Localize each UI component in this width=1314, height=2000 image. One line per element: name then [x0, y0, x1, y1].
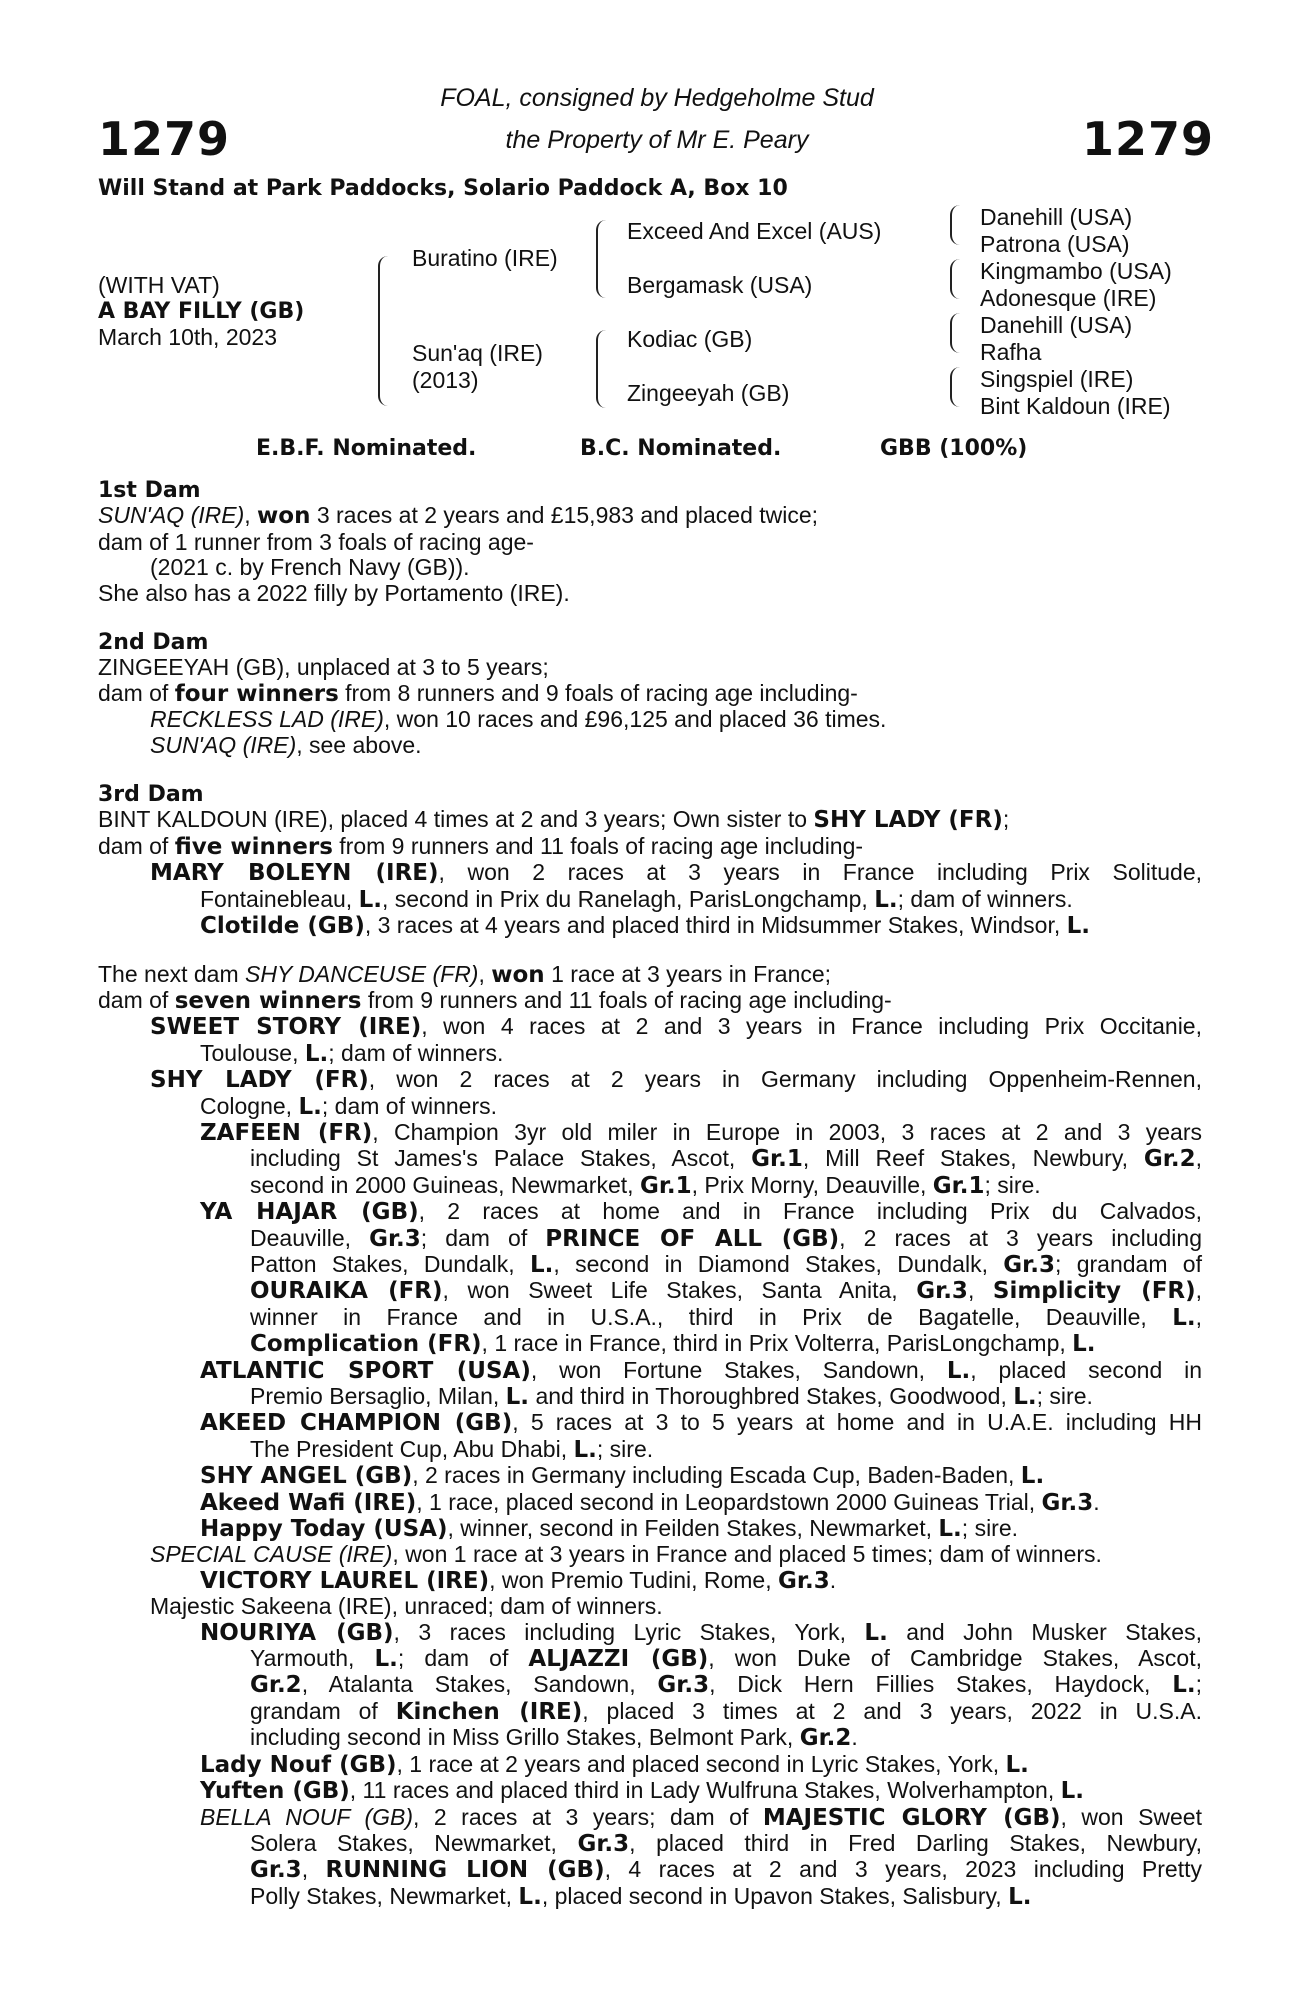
- third-dam-record: BINT KALDOUN (IRE), placed 4 times at 2 and 3 years; Own sister to SHY LADY (FR);: [98, 806, 1010, 834]
- second-dam-produce: dam of four winners from 8 runners and 9 foals of racing age including-: [98, 679, 858, 707]
- pedigree-sire: Buratino (IRE): [412, 245, 558, 271]
- produce-zafeen: ZAFEEN (FR), Champion 3yr old miler in Europe in 2003, 3 races at 2 and 3 years: [200, 1118, 1202, 1146]
- first-dam-foal: (2021 c. by French Navy (GB)).: [150, 554, 470, 581]
- produce-shy-angel: SHY ANGEL (GB), 2 races in Germany including Escada Cup, Baden-Baden, L.: [200, 1462, 1045, 1490]
- produce-ya-hajar-cont4: winner in France and in U.S.A., third in Prix de Bagatelle, Deauville, L.,: [250, 1303, 1202, 1331]
- produce-sunaq: SUN'AQ (IRE), see above.: [150, 731, 422, 758]
- produce-akeed-champion: AKEED CHAMPION (GB), 5 races at 3 to 5 years at home and in U.A.E. including HH: [200, 1409, 1202, 1437]
- produce-ya-hajar-cont3: OURAIKA (FR), won Sweet Life Stakes, Santa Anita, Gr.3, Simplicity (FR),: [250, 1277, 1203, 1305]
- produce-mary-boleyn-cont: Fontainebleau, L., second in Prix du Ranelagh, ParisLongchamp, L.; dam of winners.: [200, 885, 1073, 913]
- produce-victory-laurel: VICTORY LAUREL (IRE), won Premio Tudini, Rome, Gr.3.: [200, 1566, 837, 1594]
- pedigree-bracket-3c: [950, 313, 960, 353]
- consignor-line: FOAL, consigned by Hedgeholme Stud: [440, 84, 874, 112]
- pedigree-gen2-4: Zingeeyah (GB): [627, 380, 790, 406]
- produce-zafeen-cont1: including St James's Palace Stakes, Ascot, Gr.1, Mill Reef Stakes, Newbury, Gr.2,: [250, 1145, 1202, 1173]
- produce-yuften: Yuften (GB), 11 races and placed third in Lady Wulfruna Stakes, Wolverhampton, L.: [200, 1777, 1085, 1805]
- produce-atlantic-sport: ATLANTIC SPORT (USA), won Fortune Stakes, Sandown, L., placed second in: [200, 1356, 1202, 1384]
- produce-nouriya-cont3: grandam of Kinchen (IRE), placed 3 times at 2 and 3 years, 2022 in U.S.A.: [250, 1697, 1202, 1725]
- produce-ya-hajar-cont1: Deauville, Gr.3; dam of PRINCE OF ALL (GB), 2 races at 3 years including: [250, 1224, 1202, 1252]
- foaling-date: March 10th, 2023: [98, 324, 278, 350]
- stand-location: Will Stand at Park Paddocks, Solario Paddock A, Box 10: [98, 176, 788, 201]
- produce-bella-nouf: BELLA NOUF (GB), 2 races at 3 years; dam of MAJESTIC GLORY (GB), won Sweet: [200, 1803, 1202, 1831]
- produce-shy-lady-cont: Cologne, L.; dam of winners.: [200, 1092, 498, 1120]
- next-dam-produce: dam of seven winners from 9 runners and 11 foals of racing age including-: [98, 986, 892, 1014]
- pedigree-gen3-2: Patrona (USA): [980, 231, 1130, 257]
- produce-atlantic-sport-cont: Premio Bersaglio, Milan, L. and third in Thoroughbred Stakes, Goodwood, L.; sire.: [250, 1383, 1093, 1410]
- pedigree-gen3-5: Danehill (USA): [980, 312, 1133, 338]
- produce-majestic-sakeena: Majestic Sakeena (IRE), unraced; dam of winners.: [150, 1593, 663, 1620]
- ebf-nomination: E.B.F. Nominated.: [256, 436, 477, 461]
- produce-bella-nouf-cont3: Polly Stakes, Newmarket, L., placed second in Upavon Stakes, Salisbury, L.: [250, 1882, 1032, 1910]
- produce-ya-hajar: YA HAJAR (GB), 2 races at home and in France including Prix du Calvados,: [200, 1198, 1202, 1226]
- pedigree-gen3-3: Kingmambo (USA): [980, 258, 1172, 284]
- pedigree-dam-year: (2013): [412, 367, 479, 393]
- produce-lady-nouf: Lady Nouf (GB), 1 race at 2 years and placed second in Lyric Stakes, York, L.: [200, 1750, 1029, 1778]
- second-dam-heading: 2nd Dam: [98, 630, 209, 656]
- produce-ya-hajar-cont5: Complication (FR), 1 race in France, third in Prix Volterra, ParisLongchamp, L.: [250, 1330, 1096, 1358]
- pedigree-gen3-8: Bint Kaldoun (IRE): [980, 393, 1171, 419]
- catalogue-body: [98, 478, 1202, 1910]
- produce-sweet-story: SWEET STORY (IRE), won 4 races at 2 and 3 years in France including Prix Occitanie,: [150, 1013, 1202, 1041]
- bc-nomination: B.C. Nominated.: [580, 436, 782, 461]
- first-dam-heading: 1st Dam: [98, 478, 201, 503]
- third-dam-heading: 3rd Dam: [98, 782, 204, 808]
- produce-ya-hajar-cont2: Patton Stakes, Dundalk, L., second in Diamond Stakes, Dundalk, Gr.3; grandam of: [250, 1250, 1202, 1278]
- pedigree-gen2-1: Exceed And Excel (AUS): [627, 218, 882, 244]
- pedigree-gen3-6: Rafha: [980, 339, 1042, 365]
- produce-nouriya-cont1: Yarmouth, L.; dam of ALJAZZI (GB), won Duke of Cambridge Stakes, Ascot,: [250, 1645, 1203, 1673]
- pedigree-bracket-1: [378, 256, 390, 406]
- pedigree-gen3-1: Danehill (USA): [980, 204, 1133, 230]
- produce-happy-today: Happy Today (USA), winner, second in Feilden Stakes, Newmarket, L.; sire.: [200, 1515, 1019, 1543]
- pedigree-bracket-3a: [950, 205, 960, 245]
- pedigree-gen3-4: Adonesque (IRE): [980, 285, 1157, 311]
- produce-bella-nouf-cont2: Gr.3, RUNNING LION (GB), 4 races at 2 and 3 years, 2023 including Pretty: [250, 1856, 1202, 1884]
- pedigree-bracket-2a: [596, 220, 608, 298]
- pedigree-dam: Sun'aq (IRE): [412, 340, 543, 366]
- produce-zafeen-cont2: second in 2000 Guineas, Newmarket, Gr.1, Prix Morny, Deauville, Gr.1; sire.: [250, 1171, 1041, 1199]
- first-dam-yearling: She also has a 2022 filly by Portamento (IRE).: [98, 579, 570, 606]
- produce-shy-lady: SHY LADY (FR), won 2 races at 2 years in Germany including Oppenheim-Rennen,: [150, 1066, 1202, 1094]
- lot-number-right: 1279: [1082, 112, 1215, 166]
- second-dam-record: ZINGEEYAH (GB), unplaced at 3 to 5 years;: [98, 654, 549, 681]
- pedigree-gen2-2: Bergamask (USA): [627, 272, 813, 298]
- produce-sweet-story-cont: Toulouse, L.; dam of winners.: [200, 1039, 504, 1067]
- produce-nouriya-cont2: Gr.2, Atalanta Stakes, Sandown, Gr.3, Dick Hern Fillies Stakes, Haydock, L.;: [250, 1671, 1202, 1699]
- pedigree-bracket-3d: [950, 367, 960, 407]
- pedigree-bracket-2b: [596, 330, 608, 408]
- first-dam-produce: dam of 1 runner from 3 foals of racing age-: [98, 528, 534, 555]
- next-dam-record: The next dam SHY DANCEUSE (FR), won 1 race at 3 years in France;: [98, 960, 832, 988]
- pedigree-bracket-3b: [950, 259, 960, 299]
- produce-bella-nouf-cont1: Solera Stakes, Newmarket, Gr.3, placed third in Fred Darling Stakes, Newbury,: [250, 1829, 1202, 1857]
- pedigree-gen3-7: Singspiel (IRE): [980, 366, 1134, 392]
- produce-akeed-wafi: Akeed Wafi (IRE), 1 race, placed second in Leopardstown 2000 Guineas Trial, Gr.3.: [200, 1488, 1100, 1516]
- produce-mary-boleyn: MARY BOLEYN (IRE), won 2 races at 3 years in France including Prix Solitude,: [150, 859, 1202, 887]
- lot-number-left: 1279: [98, 112, 231, 166]
- produce-akeed-champion-cont: The President Cup, Abu Dhabi, L.; sire.: [250, 1435, 654, 1463]
- produce-reckless-lad: RECKLESS LAD (IRE), won 10 races and £96,125 and placed 36 times.: [150, 706, 887, 733]
- produce-nouriya: NOURIYA (GB), 3 races including Lyric Stakes, York, L. and John Musker Stakes,: [200, 1618, 1202, 1646]
- produce-clotilde: Clotilde (GB), 3 races at 4 years and placed third in Midsummer Stakes, Windsor, L.: [200, 912, 1091, 940]
- produce-nouriya-cont4: including second in Miss Grillo Stakes, Belmont Park, Gr.2.: [250, 1724, 858, 1752]
- pedigree-gen2-3: Kodiac (GB): [627, 326, 753, 352]
- gbb-rating: GBB (100%): [880, 436, 1028, 461]
- horse-name: A BAY FILLY (GB): [98, 299, 305, 324]
- produce-special-cause: SPECIAL CAUSE (IRE), won 1 race at 3 years in France and placed 5 times; dam of winners.: [150, 1541, 1102, 1568]
- property-line: the Property of Mr E. Peary: [505, 126, 809, 154]
- first-dam-record: SUN'AQ (IRE), won 3 races at 2 years and £15,983 and placed twice;: [98, 502, 819, 530]
- third-dam-produce: dam of five winners from 9 runners and 11 foals of racing age including-: [98, 832, 864, 860]
- vat-note: (WITH VAT): [98, 272, 220, 298]
